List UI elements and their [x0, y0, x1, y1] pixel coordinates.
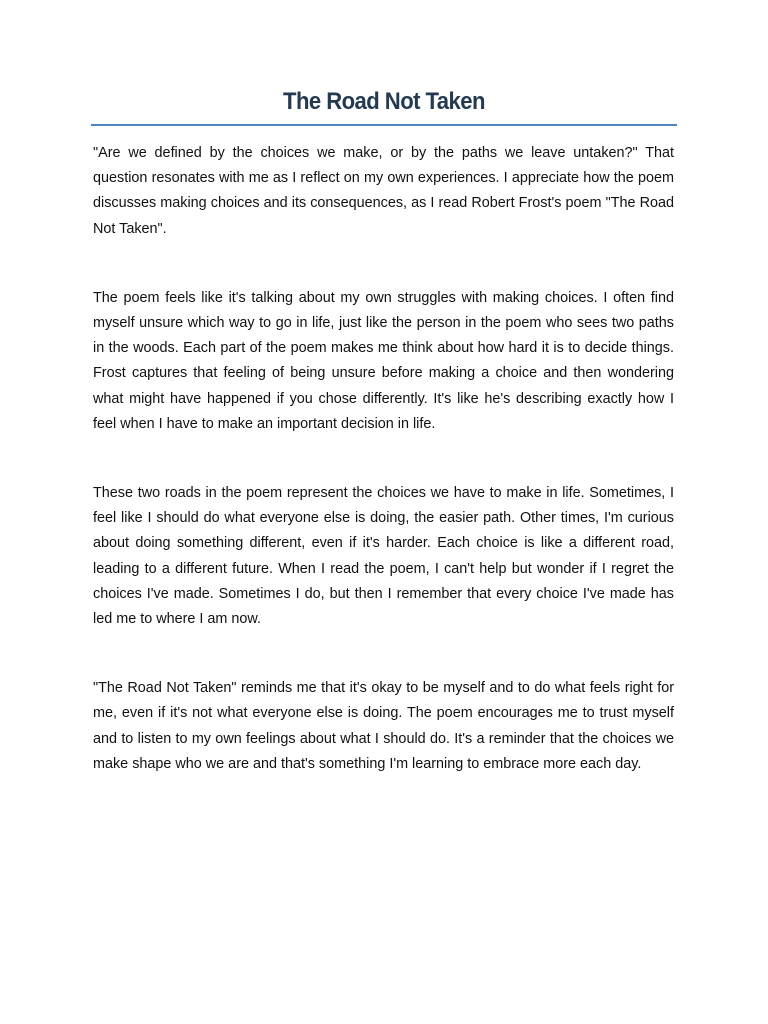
document-title: The Road Not Taken — [283, 88, 485, 115]
paragraph-3: These two roads in the poem represent the choices we have to make in life. Sometimes, I feel like I should do what everyone else is doing, the easier path. Other times, I'm curious about doing something different, even if it's harder. Each choice is like a different road, leading to a different future. When I read the poem, I can't help but wonder if I regret the choices I've made. Sometimes I do, but then I remember that every choice I've made has led me to where I am now. — [93, 485, 674, 628]
title-underline — [91, 124, 677, 126]
document-body — [93, 141, 674, 821]
paragraph-4: "The Road Not Taken" reminds me that it's okay to be myself and to do what feels right for me, even if it's not what everyone else is doing. The poem encourages me to trust myself and to listen to my own feelings about what I should do. It's a reminder that the choices we make shape who we are and that's something I'm learning to embrace more each day. — [93, 680, 674, 772]
paragraph-2: The poem feels like it's talking about my own struggles with making choices. I often find myself unsure which way to go in life, just like the person in the poem who sees two paths in the woods. Each part of the poem makes me think about how hard it is to decide things. Frost captures that feeling of being unsure before making a choice and then wondering what might have happened if you chose differently. It's like he's describing exactly how I feel when I have to make an important decision in life. — [93, 289, 674, 432]
paragraph-1: "Are we defined by the choices we make, or by the paths we leave untaken?" That question resonates with me as I reflect on my own experiences. I appreciate how the poem discusses making choices and its consequences, as I read Robert Frost's poem "The Road Not Taken". — [93, 145, 674, 237]
